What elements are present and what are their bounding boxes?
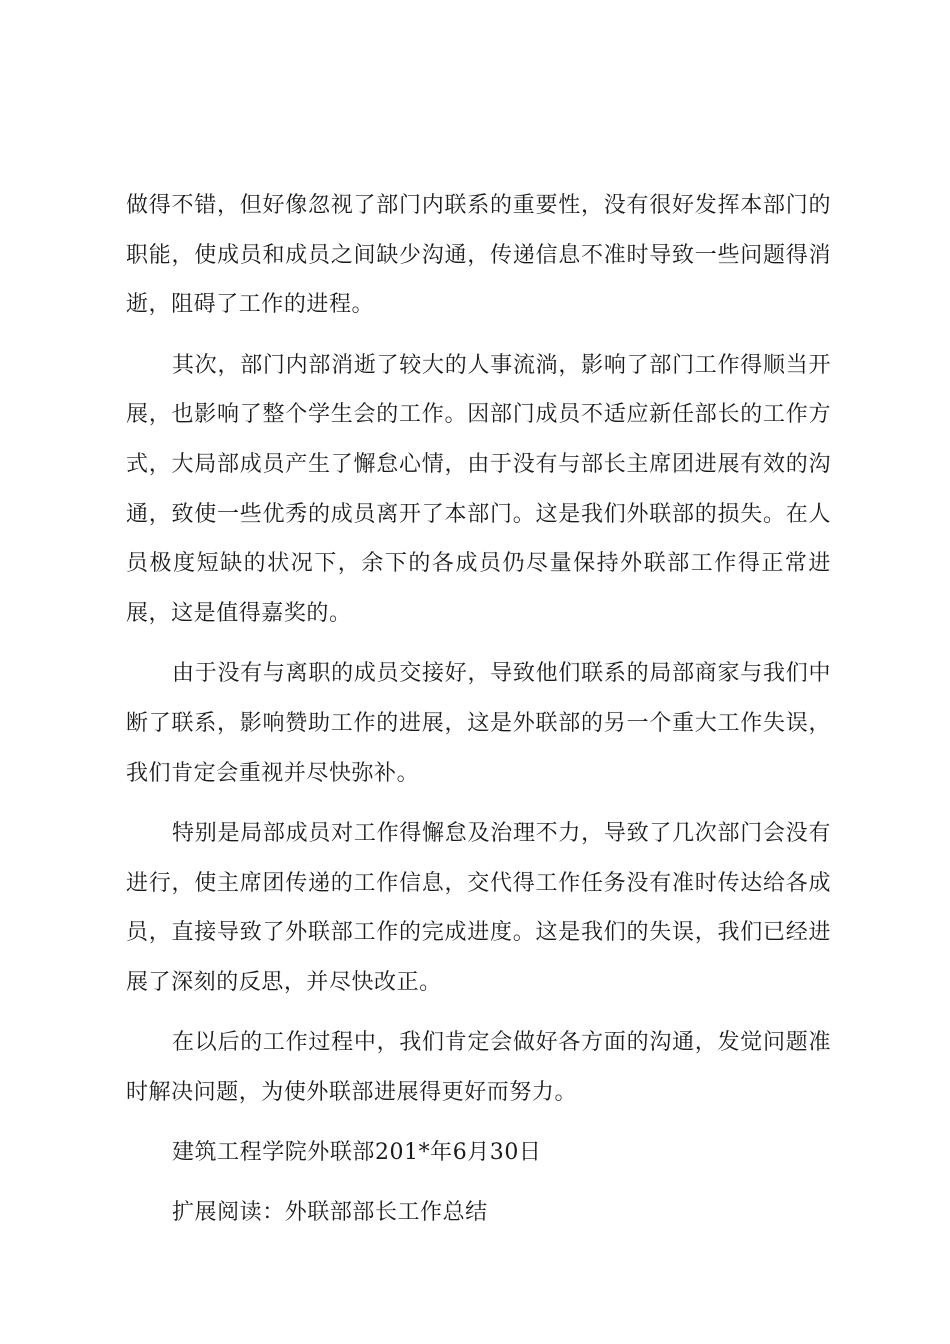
extended-reading-line: 扩展阅读：外联部部长工作总结 xyxy=(172,1200,488,1226)
paragraph-continued: 做得不错，但好像忽视了部门内联系的重要性，没有很好发挥本部门的职能，使成员和成员之间缺少沟通，传递信息不准时导致一些问题得消逝，阻碍了工作的进程。 xyxy=(126,193,831,318)
paragraph-member-slackness: 特别是局部成员对工作得懈怠及治理不力，导致了几次部门会没有进行，使主席团传递的工作信息，交代得工作任务没有准时传达给各成员，直接导致了外联部工作的完成进度。这是我们的失误，我们已经进展了深刻的反思，并尽快改正。 xyxy=(126,820,831,996)
paragraph-personnel-turnover: 其次，部门内部消逝了较大的人事流淌，影响了部门工作得顺当开展，也影响了整个学生会的工作。因部门成员不适应新任部长的工作方式，大局部成员产生了懈怠心情，由于没有与部长主席团进展有效的沟通，致使一些优秀的成员离开了本部门。这是我们外联部的损失。在人员极度短缺的状况下，余下的各成员仍尽量保持外联部工作得正常进展，这是值得嘉奖的。 xyxy=(126,352,831,627)
paragraph-handover-issue: 由于没有与离职的成员交接好，导致他们联系的局部商家与我们中断了联系，影响赞助工作的进展，这是外联部的另一个重大工作失误，我们肯定会重视并尽快弥补。 xyxy=(126,661,831,786)
document-body xyxy=(126,181,831,1249)
signature-line: 建筑工程学院外联部201*年6月30日 xyxy=(172,1140,542,1166)
paragraph-future-plan: 在以后的工作过程中，我们肯定会做好各方面的沟通，发觉问题准时解决问题，为使外联部进展得更好而努力。 xyxy=(126,1030,831,1105)
